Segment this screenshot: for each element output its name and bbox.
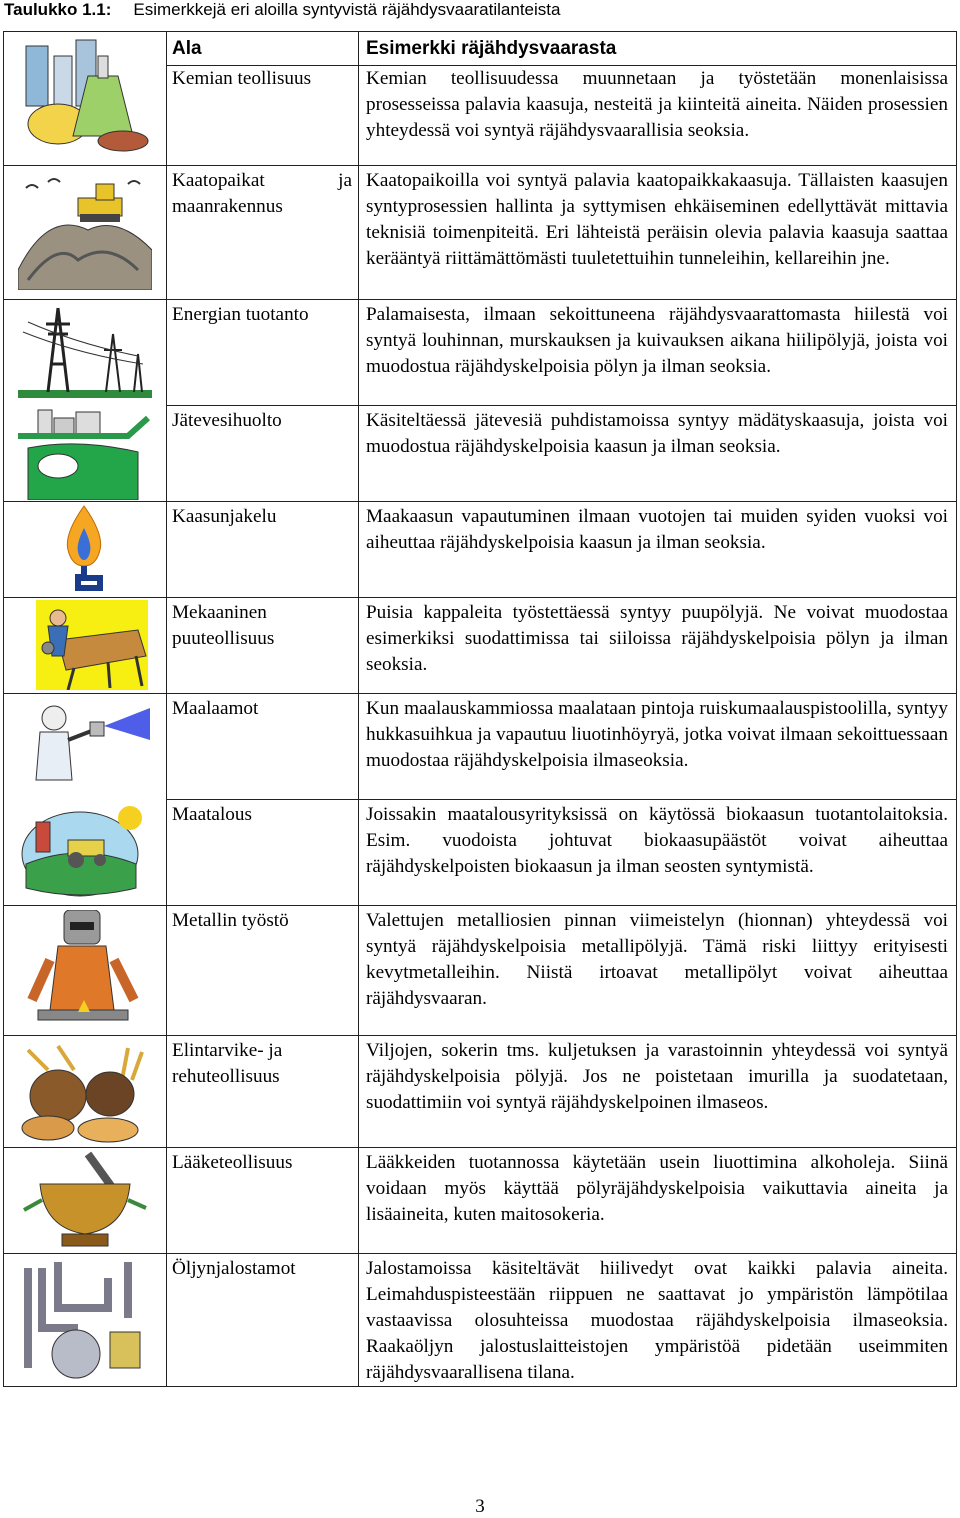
refinery-pipes-icon [18,1258,152,1382]
header-ala: Ala [167,32,359,66]
image-cell [4,598,167,694]
row-example: Kaatopaikoilla voi syntyä palavia kaatopaikkakaasuja. Tällaisten kaasujen syntyprosessien hallinta ja syttymisen ehkäiseminen edellyttävät mittavia teknisiä toimenpiteitä. Eri lähteistä peräisin olevia palavia kaasuja saattaa kerääntyä riittämättömästi tuuletettuihin tunneleihin, kellareihin jne. [359,166,957,300]
power-lines-icon [18,304,152,402]
row-ala: Öljynjalostamot [167,1254,359,1387]
caption-text: Esimerkkejä eri aloilla syntyvistä räjähdysvaaratilanteista [133,0,561,19]
table-row [4,502,957,598]
row-example: Käsiteltäessä jätevesiä puhdistamoissa syntyy mädätyskaasuja, joista voi muodostua räjähdyskelpoisia kaasun ja ilman seoksia. [359,406,957,502]
row-example: Jalostamoissa käsiteltävät hiilivedyt ovat kaikki palavia aineita. Leimahduspisteestään riippuen ne saattavat jo ympäristön lämpötilaa vastaavissa olosuhteissa muodostaa räjähdyskelpoisia ilmaseoksia. Raakaöljyn jalostuslaitteistojen ympäristöä pidetään useimmiten räjähdysvaarallisena tilana. [359,1254,957,1387]
mortar-pestle-icon [18,1150,152,1250]
row-ala: Lääketeollisuus [167,1148,359,1254]
row-example: Valettujen metalliosien pinnan viimeistelyn (hionnan) yhteydessä voi syntyä räjähdyskelpoisia metallipölyjä. Tämä riski liittyy erityisesti kevytmetalleihin. Niistä irtoavat metallipölyt voivat aiheuttaa räjähdysvaaran. [359,906,957,1036]
woodworker-icon [18,600,152,690]
row-example: Lääkkeiden tuotannossa käytetään usein liuottimina alkoholeja. Siinä voidaan myös käyttää pölyräjähdyskelpoisia vaikuttavia aineita ja lisäaineita, kuten maitosokeria. [359,1148,957,1254]
page-number: 3 [475,1496,485,1517]
spray-painter-icon [18,700,152,788]
row-ala: Maalaamot [167,694,359,800]
row-ala: Elintarvike- ja rehuteollisuus [167,1036,359,1148]
gas-flame-icon [54,504,114,594]
image-cell [4,1254,167,1387]
row-ala: Energian tuotanto [167,300,359,406]
header-example: Esimerkki räjähdysvaarasta [359,32,957,66]
landfill-bulldozer-icon [18,170,152,290]
row-example: Kun maalauskammiossa maalataan pintoja ruiskumaalauspistoolilla, syntyy hukkasuihkua ja vapautuu liuotinhöyryä, jotka voivat ilmaan sekoittuessaan muodostaa räjähdyskelpoisia ilmaseoksia. [359,694,957,800]
image-cell [4,502,167,598]
row-example: Palamaisesta, ilmaan sekoittuneena räjähdysvaarattomasta hiilestä voi syntyä louhinnan, murskauksen ja kuivauksen aikana hiilipölyjä, joista voi muodostua räjähdyskelpoisia pölyn ja ilman seoksia. [359,300,957,406]
image-cell [4,166,167,300]
wastewater-icon [18,408,152,500]
row-example: Puisia kappaleita työstettäessä syntyy puupölyjä. Ne voivat muodostaa esimerkiksi suodattimissa tai siiloissa räjähdyskelpoisia pölyn ja ilman seoksia. [359,598,957,694]
row-ala: Metallin työstö [167,906,359,1036]
table-row [4,694,957,800]
row-example: Maakaasun vapautuminen ilmaan vuotojen tai muiden syiden vuoksi voi aiheuttaa räjähdyskelpoisia kaasun ja ilman seoksia. [359,502,957,598]
welder-icon [18,910,152,1032]
row-ala: Kemian teollisuus [167,66,359,166]
row-ala [167,166,359,300]
table-row [4,166,957,300]
table-row [4,1036,957,1148]
chemical-lab-icon [18,36,152,156]
row-example: Kemian teollisuudessa muunnetaan ja työstetään monenlaisissa prosesseissa palavia kaasuja, nesteitä ja kiinteitä aineita. Näiden prosessien yhteydessä voi syntyä räjähdysvaarallisia seoksia. [359,66,957,166]
grain-sacks-icon [18,1040,152,1144]
image-cell [4,32,167,166]
image-cell [4,694,167,906]
table-row [4,1254,957,1387]
caption-number: Taulukko 1.1: [4,0,112,19]
row-ala: Maatalous [167,800,359,906]
image-cell [4,300,167,502]
farm-tractor-icon [18,802,152,898]
table-row [4,598,957,694]
table-header-row [4,32,957,66]
table-row [4,906,957,1036]
hazard-table [3,31,957,1387]
image-cell [4,1148,167,1254]
table-row [4,300,957,406]
row-ala: Kaasunjakelu [167,502,359,598]
image-cell [4,1036,167,1148]
table-caption [4,0,560,20]
row-example: Viljojen, sokerin tms. kuljetuksen ja varastoinnin yhteydessä voi syntyä räjähdyskelpoisia pölyjä. Jos ne poistetaan imurilla ja suodatetaan, suodattimiin voi syntyä räjähdyskelpoinen ilmaseos. [359,1036,957,1148]
row-example: Joissakin maatalousyrityksissä on käytössä biokaasun tuotantolaitoksia. Esim. vuodoista johtuvat biokaasupäästöt voivat aiheuttaa räjähdyskelpoisten biokaasun ja ilman seosten syntymistä. [359,800,957,906]
table-row [4,1148,957,1254]
row-ala: Jätevesihuolto [167,406,359,502]
row-ala: Mekaaninen puuteollisuus [167,598,359,694]
image-cell [4,906,167,1036]
row-ala-text: Kaatopaikat ja maanrakennus [172,170,352,217]
